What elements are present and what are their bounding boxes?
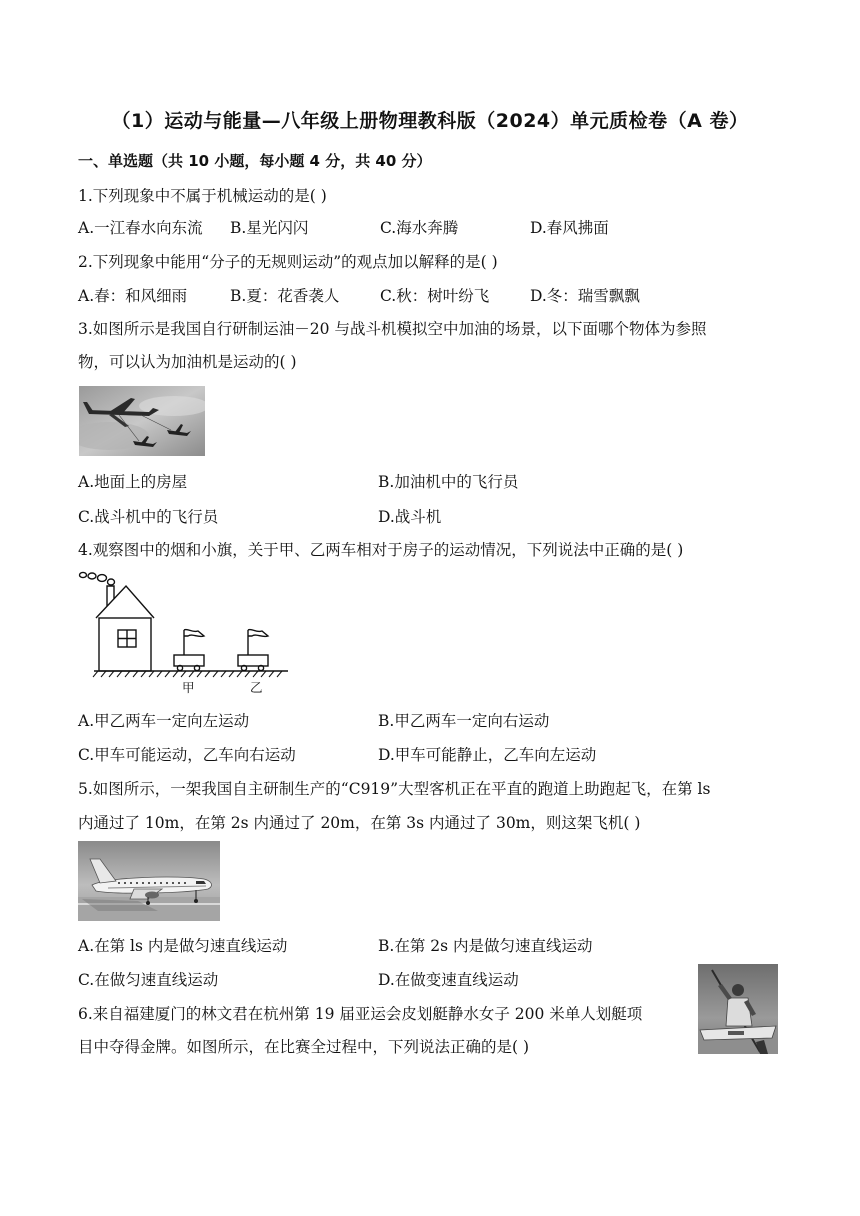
question-3-option-d: D.战斗机 bbox=[378, 508, 442, 526]
question-4-stem: 4.观察图中的烟和小旗，关于甲、乙两车相对于房子的运动情况，下列说法中正确的是( ) bbox=[78, 541, 684, 559]
question-5-option-b: B.在第 2s 内是做匀速直线运动 bbox=[378, 937, 593, 955]
page-title: （1）运动与能量—八年级上册物理教科版（2024）单元质检卷（A 卷） bbox=[111, 110, 749, 132]
question-4-option-b: B.甲乙两车一定向右运动 bbox=[378, 712, 550, 730]
question-4-option-d: D.甲车可能静止，乙车向左运动 bbox=[378, 746, 597, 764]
question-5-stem-line-2: 内通过了 10m，在第 2s 内通过了 20m，在第 3s 内通过了 30m，则这架飞机( ) bbox=[78, 814, 641, 832]
question-5-option-c: C.在做匀速直线运动 bbox=[78, 971, 219, 989]
question-2-option-b: B.夏：花香袭人 bbox=[230, 287, 340, 305]
question-1-option-a: A.一江春水向东流 bbox=[78, 219, 203, 237]
c919-airliner-image bbox=[78, 841, 220, 921]
question-5-stem-line-1: 5.如图所示，一架我国自主研制生产的“C919”大型客机正在平直的跑道上助跑起飞，在第 ls bbox=[78, 780, 711, 798]
cart-label-jia: 甲 bbox=[182, 680, 195, 695]
question-2-stem: 2.下列现象中能用“分子的无规则运动”的观点加以解释的是( ) bbox=[78, 253, 498, 271]
question-3-option-c: C.战斗机中的飞行员 bbox=[78, 508, 219, 526]
question-4-option-c: C.甲车可能运动，乙车向右运动 bbox=[78, 746, 296, 764]
question-4-option-a: A.甲乙两车一定向左运动 bbox=[78, 712, 250, 730]
refueling-aircraft-image bbox=[79, 386, 205, 456]
question-2-option-c: C.秋：树叶纷飞 bbox=[380, 287, 490, 305]
question-3-option-b: B.加油机中的飞行员 bbox=[378, 473, 519, 491]
question-1-option-c: C.海水奔腾 bbox=[380, 219, 459, 237]
question-1-stem: 1.下列现象中不属于机械运动的是( ) bbox=[78, 187, 327, 205]
question-6-stem-line-2: 目中夺得金牌。如图所示，在比赛全过程中，下列说法正确的是( ) bbox=[78, 1038, 530, 1056]
question-5-option-d: D.在做变速直线运动 bbox=[378, 971, 519, 989]
question-1-option-b: B.星光闪闪 bbox=[230, 219, 309, 237]
question-6-stem-line-1: 6.来自福建厦门的林文君在杭州第 19 届亚运会皮划艇静水女子 200 米单人划艇项 bbox=[78, 1005, 643, 1023]
cart-label-yi: 乙 bbox=[250, 680, 263, 695]
canoe-athlete-image bbox=[698, 964, 778, 1054]
section-heading: 一、单选题（共 10 小题，每小题 4 分，共 40 分） bbox=[78, 152, 432, 170]
question-3-stem-line-1: 3.如图所示是我国自行研制运油－20 与战斗机模拟空中加油的场景，以下面哪个物体为参照 bbox=[78, 320, 707, 338]
question-5-option-a: A.在第 ls 内是做匀速直线运动 bbox=[78, 937, 288, 955]
question-3-option-a: A.地面上的房屋 bbox=[78, 473, 188, 491]
house-and-carts-diagram bbox=[76, 566, 296, 698]
question-2-option-a: A.春：和风细雨 bbox=[78, 287, 188, 305]
question-3-stem-line-2: 物，可以认为加油机是运动的( ) bbox=[78, 353, 297, 371]
question-2-option-d: D.冬：瑞雪飘飘 bbox=[530, 287, 640, 305]
question-1-option-d: D.春风拂面 bbox=[530, 219, 609, 237]
